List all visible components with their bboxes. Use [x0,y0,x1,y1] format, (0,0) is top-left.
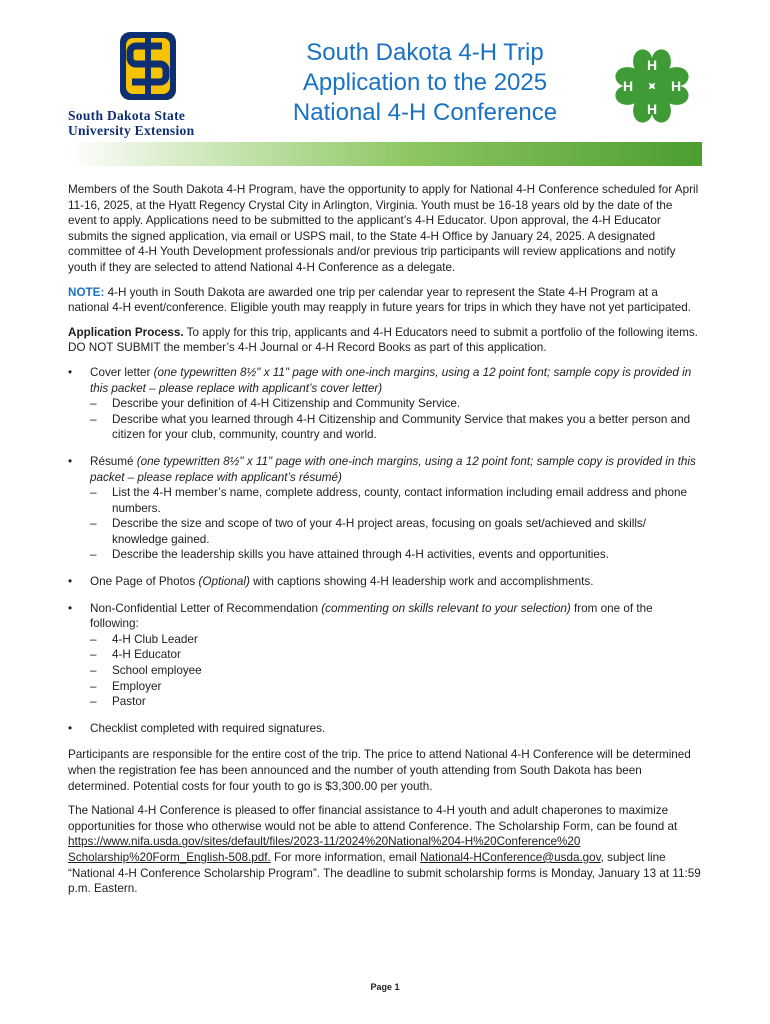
page-number: Page 1 [370,982,400,992]
email-link[interactable]: National4-HConference@usda.gov [420,850,601,864]
sub-item: – Describe your definition of 4-H Citizenship and Community Service. [90,396,702,412]
title-line-1: South Dakota 4-H Trip [306,39,544,66]
sub-item: – Employer [90,679,702,695]
title-line-3: National 4-H Conference [292,99,558,126]
clover-letter: H [646,57,658,73]
intro-paragraph: Members of the South Dakota 4-H Program, have the opportunity to apply for National 4-H Conference scheduled for April 11-16, 2025, at the Hyatt Regency Crystal City in Arlington, Virginia. Youth must be 16-18 years old by the date of the event to apply. Applications need to be submitted to the applicant’s 4-H Educator. Upon approval, the 4-H Educator submits the signed application, via email or USPS mail, to the State 4-H Office by January 24, 2025. A designated committee of 4-H Youth Development professionals and/or previous trip participants will review applications and notify youth if they are selected to attend National 4-H Conference as a delegate. [68,183,699,274]
sub-list [90,485,702,563]
sub-list [90,396,702,443]
logo-line-2: University Extension [68,123,195,138]
item-lead: One Page of Photos [90,575,199,589]
item-tail: with captions showing 4-H leadership work and accomplishments. [249,575,594,589]
list-item-checklist: • Checklist completed with required signatures. [68,721,702,737]
item-italic: (one typewritten 8½" x 11" page with one-inch margins, using a 12 point font; sample copy is provided in this packet – please replace with applicant’s cover letter) [90,365,692,395]
list-item-photos [68,574,702,590]
item-italic: (commenting on skills relevant to your selection) [321,601,571,615]
header-green-bar [68,142,702,166]
item-lead: Cover letter [90,365,154,379]
logo-text [68,108,243,138]
scholarship-form-link[interactable]: https://www.nifa.usda.gov/sites/default/files/2023-11/2024%20National%204-H%20Conference%20 Scholarship%20Form_English-508.pdf. [68,835,581,864]
scholarship-text: The National 4-H Conference is pleased to offer financial assistance to 4-H youth and adult chaperones to maximize opportunities for those who otherwise would not be able to attend Conference. The Scholarship Form, can be found at [68,804,678,833]
sub-item: – 4-H Club Leader [90,632,702,648]
sub-item: – School employee [90,663,702,679]
item-lead: Résumé [90,454,137,468]
document-body [68,182,702,906]
note-paragraph [68,285,702,316]
scholarship-paragraph [68,803,702,897]
item-italic: (one typewritten 8½" x 11" page with one-inch margins, using a 12 point font; sample copy is provided in this packet – please replace with applicant’s résumé) [90,454,696,484]
list-item-cover-letter [68,365,702,443]
sub-item: – Describe the leadership skills you have attained through 4-H activities, events and opportunities. [90,547,702,563]
scholarship-text: For more information, email [270,850,421,864]
title-line-2: Application to the 2025 [302,69,548,96]
sub-item: – List the 4-H member’s name, complete address, county, contact information including email address and phone numbers. [90,485,702,516]
list-item-resume [68,454,702,563]
list-item-recommendation-letter [68,601,702,710]
4h-clover-icon [610,44,694,128]
process-text: To apply for this trip, applicants and 4-H Educators need to submit a portfolio of the following items. DO NOT SUBMIT the member’s 4-H Journal or 4-H Record Books as part of this application. [68,325,698,355]
page-title [270,38,580,128]
process-paragraph [68,325,702,356]
note-label: NOTE: [68,285,105,299]
note-text: 4-H youth in South Dakota are awarded one trip per calendar year to represent the State 4-H Program at a national 4-H event/conference. Eligible youth may reapply in future years for trips in which they have not yet participated. [68,285,692,315]
clover-letter: H [622,78,634,94]
logo-line-1: South Dakota State [68,108,186,123]
sub-item: – Pastor [90,694,702,710]
sub-list [90,632,702,710]
sub-item: – Describe the size and scope of two of your 4-H project areas, focusing on goals set/achieved and skills/ knowledge gained. [90,516,702,547]
item-lead: Non-Confidential Letter of Recommendation [90,601,322,615]
item-italic: (Optional) [198,575,250,589]
sub-item: – Describe what you learned through 4-H Citizenship and Community Service that makes you a better person and citizen for your club, community, country and world. [90,412,702,443]
scholarship-text: , subject line “National 4-H Conference Scholarship Program”. The deadline to submit scholarship forms is Monday, January 13 at 11:59 p.m. Eastern. [68,850,701,896]
cost-paragraph: Participants are responsible for the entire cost of the trip. The price to attend National 4-H Conference will be determined when the registration fee has been announced and the number of youth attending from South Dakota has been determined. Potential costs for four youth to go is $3,300.00 per youth. [68,748,691,793]
sdsu-extension-logo [68,28,238,140]
clover-letter: H [670,78,682,94]
sdsu-jackrabbit-icon [114,28,182,104]
sub-item: – 4-H Educator [90,647,702,663]
process-label: Application Process. [68,325,184,339]
requirements-list [68,365,702,736]
item-tail: from one of the following: [90,601,653,631]
clover-letter: H [646,101,658,117]
